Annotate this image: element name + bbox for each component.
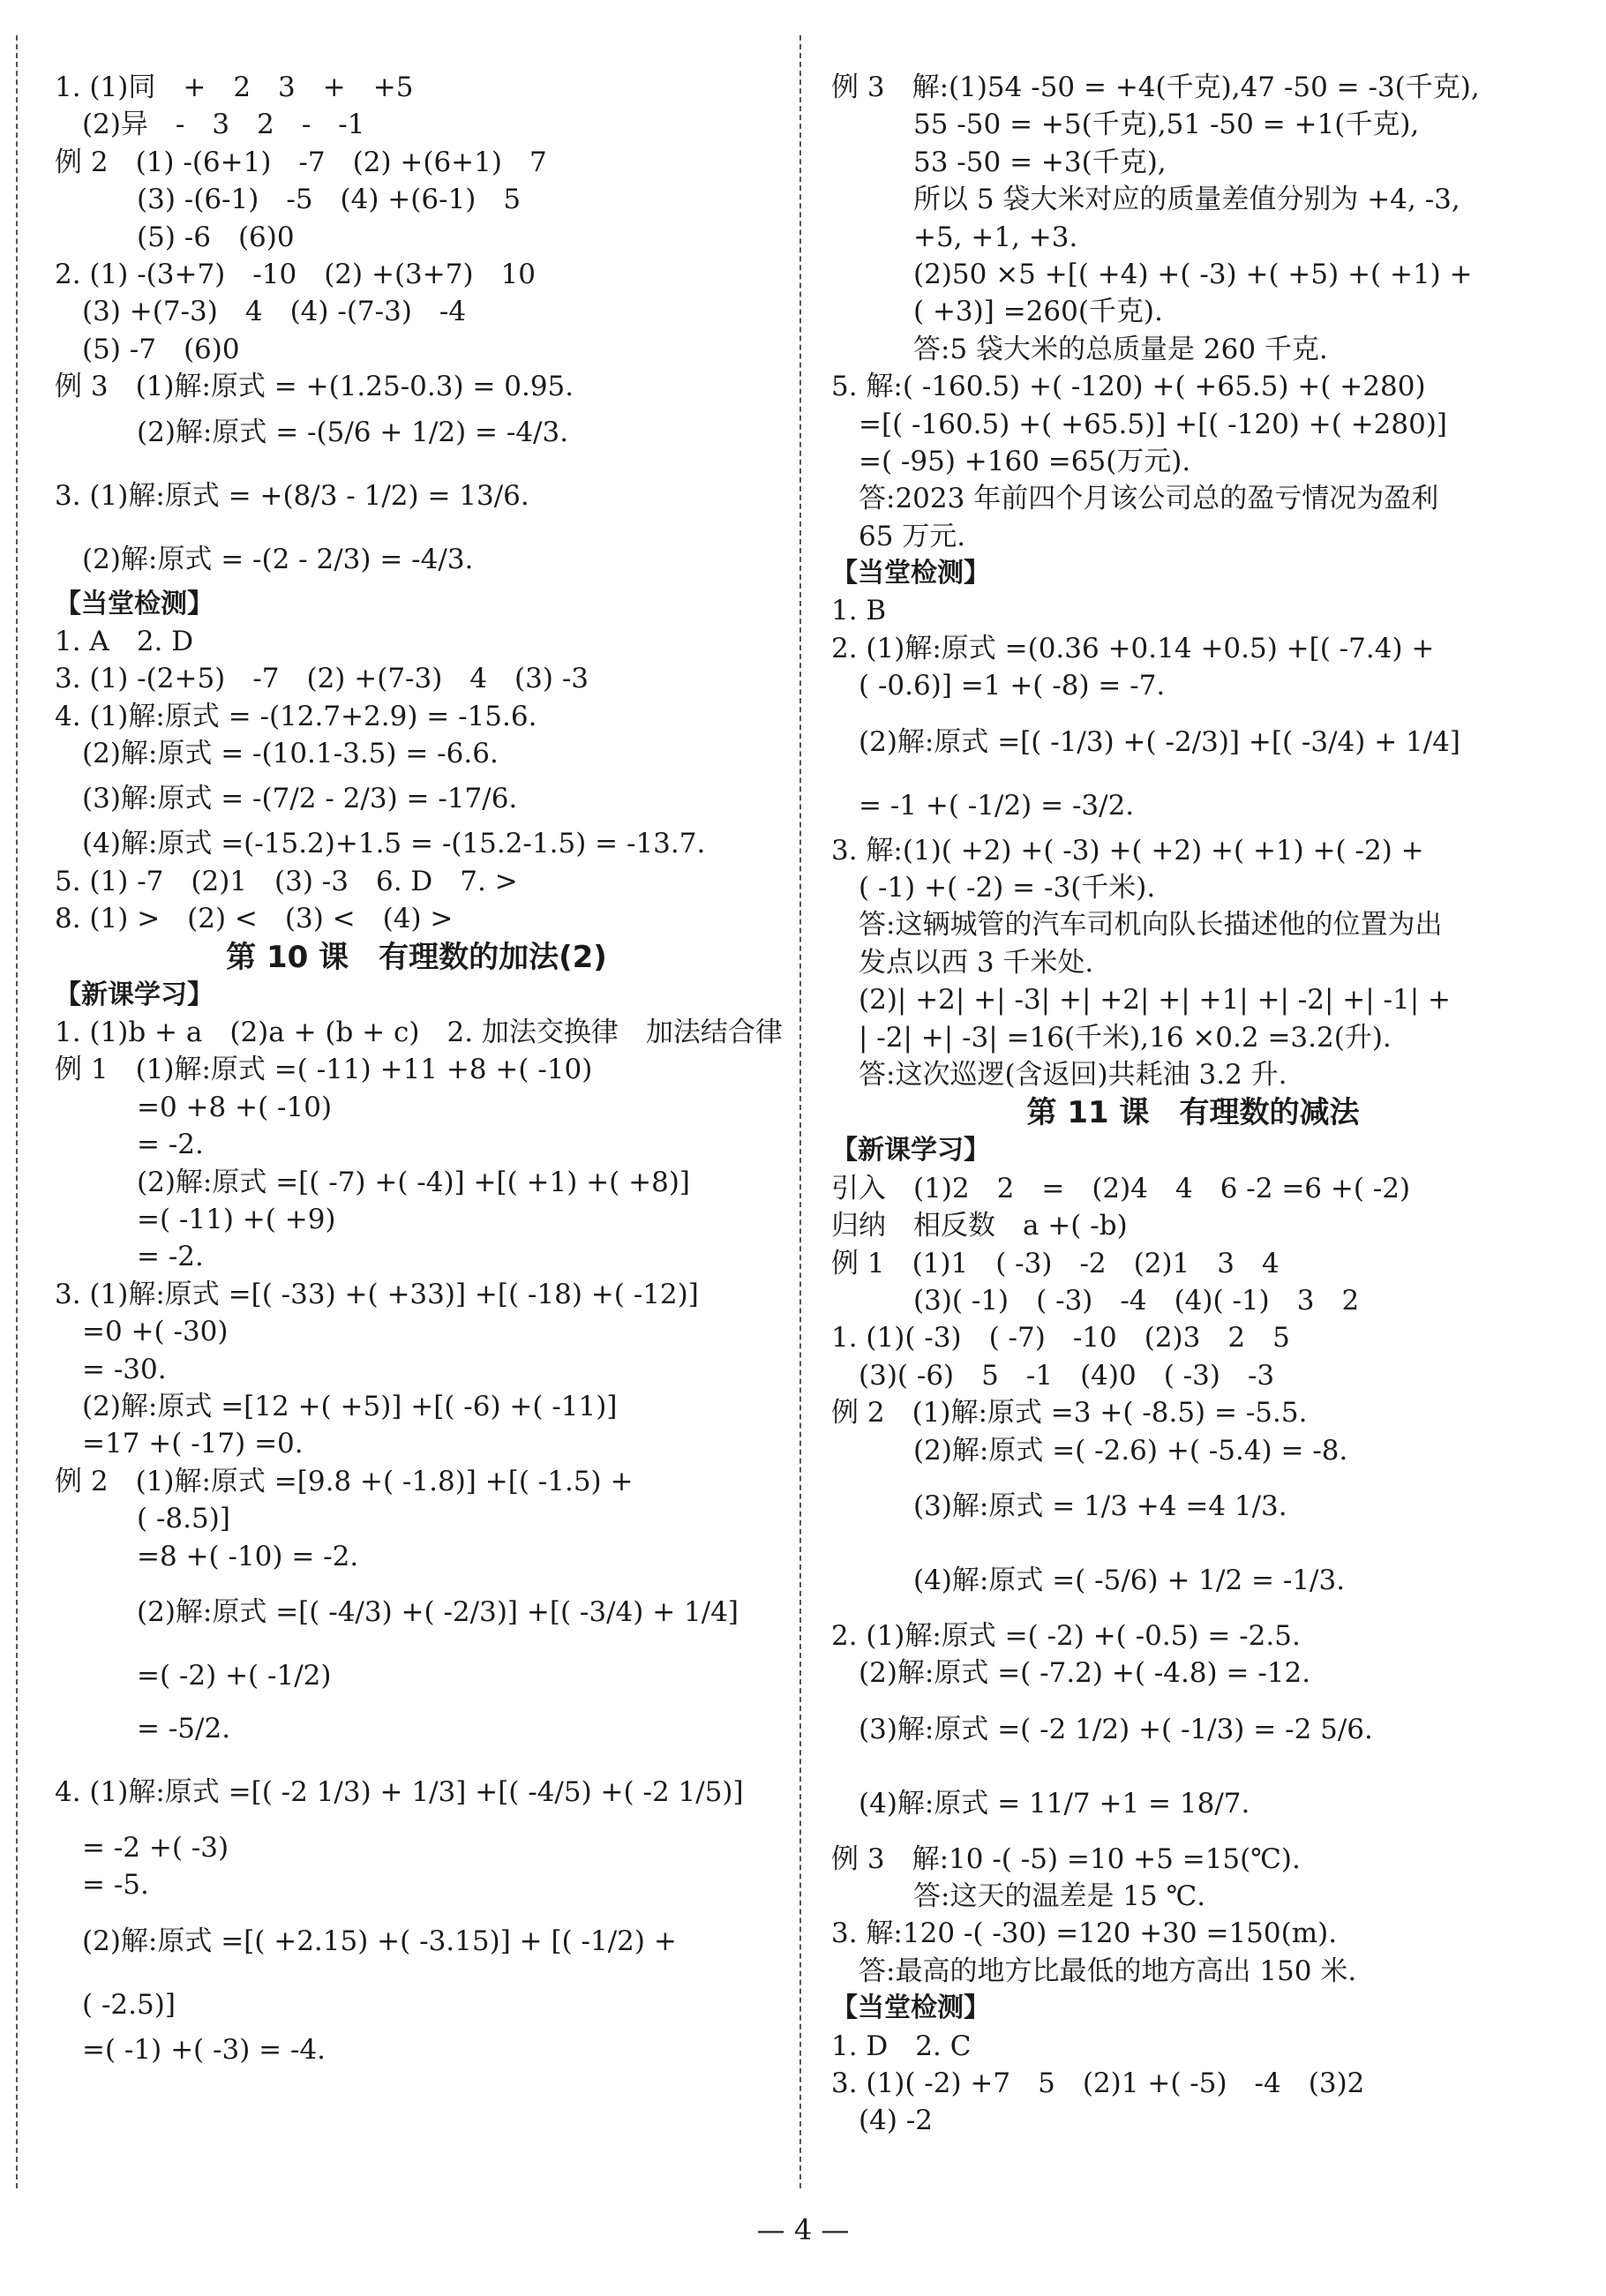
- page-number: — 4 —: [756, 2213, 850, 2247]
- text-line: 8. (1) > (2) < (3) < (4) >: [55, 903, 454, 935]
- section-header: 【当堂检测】: [55, 588, 214, 619]
- text-line: =0 +( -30): [55, 1316, 229, 1348]
- text-line: 所以 5 袋大米对应的质量差值分别为 +4, -3,: [831, 184, 1460, 216]
- text-line: | -2| +| -3| =16(千米),16 ×0.2 =3.2(升).: [831, 1021, 1392, 1054]
- right-column: [831, 69, 1555, 2140]
- text-line: 归纳 相反数 a +( -b): [831, 1210, 1128, 1242]
- text-line: (3)解:原式 = 1/3 +4 =4 1/3.: [831, 1489, 1287, 1522]
- text-line: = -2 +( -3): [55, 1831, 229, 1864]
- text-line: (2)解:原式 =[( +2.15) +( -3.15)] + [( -1/2) +: [55, 1925, 677, 1957]
- text-line: 1. D 2. C: [831, 2030, 972, 2062]
- text-line: (3)( -1) ( -3) -4 (4)( -1) 3 2: [831, 1284, 1360, 1317]
- text-line: (2)解:原式 = -(2 - 2/3) = -4/3.: [55, 543, 474, 575]
- section-header: 【当堂检测】: [831, 1992, 990, 2024]
- text-line: 1. (1)( -3) ( -7) -10 (2)3 2 5: [831, 1322, 1290, 1354]
- text-line: (2)解:原式 =[12 +( +5)] +[( -6) +( -11)]: [55, 1390, 618, 1422]
- text-line: 例 3 解:(1)54 -50 = +4(千克),47 -50 = -3(千克),: [831, 71, 1480, 103]
- column-divider: [799, 35, 801, 2188]
- text-line: ( +3)] =260(千克).: [831, 296, 1163, 328]
- text-line: (2)解:原式 =( -7.2) +( -4.8) = -12.: [831, 1657, 1311, 1690]
- text-line: (4)解:原式 =(-15.2)+1.5 = -(15.2-1.5) = -13.7.: [55, 828, 706, 860]
- section-header: 【新课学习】: [55, 979, 214, 1010]
- text-line: =0 +8 +( -10): [55, 1091, 333, 1123]
- text-line: 1. (1)b + a (2)a + (b + c) 2. 加法交换律 加法结合律: [55, 1017, 783, 1049]
- text-line: 3. 解:120 -( -30) =120 +30 =150(m).: [831, 1917, 1338, 1950]
- text-line: 答:最高的地方比最低的地方高出 150 米.: [831, 1955, 1357, 1987]
- text-line: = -30.: [55, 1353, 167, 1385]
- text-line: 答:5 袋大米的总质量是 260 千克.: [831, 333, 1328, 365]
- text-line: (2)解:原式 =[( -7) +( -4)] +[( +1) +( +8)]: [55, 1166, 691, 1198]
- text-line: 65 万元.: [831, 520, 966, 552]
- text-line: 例 3 (1)解:原式 = +(1.25-0.3) = 0.95.: [55, 371, 574, 403]
- text-line: = -5/2.: [55, 1712, 231, 1745]
- text-line: 答:这次巡逻(含返回)共耗油 3.2 升.: [831, 1058, 1287, 1091]
- text-line: 4. (1)解:原式 =[( -2 1/3) + 1/3] +[( -4/5) +( -2 1/5)]: [55, 1775, 744, 1808]
- text-line: =( -11) +( +9): [55, 1203, 336, 1235]
- text-line: 例 1 (1)解:原式 =( -11) +11 +8 +( -10): [55, 1054, 593, 1086]
- text-line: +5, +1, +3.: [831, 221, 1078, 253]
- text-line: (2)| +2| +| -3| +| +2| +| +1| +| -2| +| -1| +: [831, 984, 1452, 1017]
- section-header: 【新课学习】: [831, 1135, 990, 1167]
- text-line: 3. (1) -(2+5) -7 (2) +(7-3) 4 (3) -3: [55, 663, 589, 695]
- text-line: 引入 (1)2 2 = (2)4 4 6 -2 =6 +( -2): [831, 1172, 1411, 1204]
- lesson-title: 第 10 课 有理数的加法(2): [226, 939, 607, 975]
- text-line: 1. B: [831, 595, 887, 627]
- text-line: ( -0.6)] =1 +( -8) = -7.: [831, 670, 1166, 702]
- text-line: 例 2 (1) -(6+1) -7 (2) +(6+1) 7: [55, 146, 547, 178]
- text-line: (2)异 - 3 2 - -1: [55, 109, 365, 141]
- text-line: 1. (1)同 + 2 3 + +5: [55, 71, 414, 103]
- text-line: (4) -2: [831, 2105, 933, 2137]
- text-line: 2. (1)解:原式 =( -2) +( -0.5) = -2.5.: [831, 1619, 1301, 1652]
- text-line: ( -2.5)]: [55, 1988, 176, 2021]
- text-line: 5. 解:( -160.5) +( -120) +( +65.5) +( +280): [831, 371, 1426, 403]
- text-line: 3. 解:(1)( +2) +( -3) +( +2) +( +1) +( -2) +: [831, 834, 1424, 867]
- lesson-title: 第 11 课 有理数的减法: [1026, 1095, 1360, 1131]
- text-line: 2. (1)解:原式 =(0.36 +0.14 +0.5) +[( -7.4) +: [831, 632, 1435, 664]
- text-line: 例 2 (1)解:原式 =[9.8 +( -1.8)] +[( -1.5) +: [55, 1465, 634, 1497]
- text-line: 5. (1) -7 (2)1 (3) -3 6. D 7. >: [55, 865, 518, 897]
- text-line: =( -95) +160 =65(万元).: [831, 445, 1191, 477]
- text-line: 3. (1)解:原式 =[( -33) +( +33)] +[( -18) +( -12)]: [55, 1278, 699, 1310]
- text-line: 答:这辆城管的汽车司机向队长描述他的位置为出: [831, 909, 1443, 942]
- text-line: (3)( -6) 5 -1 (4)0 ( -3) -3: [831, 1359, 1275, 1392]
- left-margin-rule: [16, 35, 18, 2188]
- text-line: (4)解:原式 =( -5/6) + 1/2 = -1/3.: [831, 1564, 1346, 1596]
- text-line: ( -8.5)]: [55, 1503, 230, 1535]
- text-line: 2. (1) -(3+7) -10 (2) +(3+7) 10: [55, 258, 536, 290]
- text-line: =8 +( -10) = -2.: [55, 1540, 359, 1572]
- text-line: (2)解:原式 =[( -4/3) +( -2/3)] +[( -3/4) + 1/4]: [55, 1595, 739, 1628]
- text-line: (5) -7 (6)0: [55, 333, 240, 365]
- text-line: (2)解:原式 = -(10.1-3.5) = -6.6.: [55, 738, 499, 770]
- text-line: (3)解:原式 =( -2 1/2) +( -1/3) = -2 5/6.: [831, 1713, 1373, 1745]
- text-line: =17 +( -17) =0.: [55, 1428, 304, 1460]
- text-line: (3)解:原式 = -(7/2 - 2/3) = -17/6.: [55, 783, 518, 815]
- text-line: (3) +(7-3) 4 (4) -(7-3) -4: [55, 296, 467, 328]
- text-line: = -2.: [55, 1129, 204, 1161]
- left-column: [55, 69, 783, 2068]
- text-line: 发点以西 3 千米处.: [831, 946, 1094, 979]
- text-line: 答:这天的温差是 15 ℃.: [831, 1880, 1206, 1913]
- text-line: 3. (1)( -2) +7 5 (2)1 +( -5) -4 (3)2: [831, 2067, 1365, 2100]
- text-line: =( -1) +( -3) = -4.: [55, 2033, 326, 2066]
- text-line: =[( -160.5) +( +65.5)] +[( -120) +( +280)]: [831, 408, 1448, 440]
- text-line: 例 2 (1)解:原式 =3 +( -8.5) = -5.5.: [831, 1397, 1308, 1429]
- text-line: = -2.: [55, 1241, 204, 1273]
- text-line: (2)解:原式 = -(5/6 + 1/2) = -4/3.: [55, 416, 569, 448]
- text-line: (2)解:原式 =( -2.6) +( -5.4) = -8.: [831, 1434, 1348, 1467]
- text-line: 例 1 (1)1 ( -3) -2 (2)1 3 4: [831, 1247, 1280, 1279]
- text-line: =( -2) +( -1/2): [55, 1659, 332, 1692]
- section-header: 【当堂检测】: [831, 558, 990, 589]
- text-line: (2)50 ×5 +[( +4) +( -3) +( +5) +( +1) +: [831, 258, 1473, 290]
- text-line: 3. (1)解:原式 = +(8/3 - 1/2) = 13/6.: [55, 479, 529, 512]
- text-line: ( -1) +( -2) = -3(千米).: [831, 872, 1156, 904]
- text-line: 53 -50 = +3(千克),: [831, 146, 1167, 178]
- text-line: 1. A 2. D: [55, 625, 194, 657]
- text-line: 55 -50 = +5(千克),51 -50 = +1(千克),: [831, 109, 1420, 141]
- text-line: 例 3 解:10 -( -5) =10 +5 =15(℃).: [831, 1842, 1301, 1875]
- text-line: 答:2023 年前四个月该公司总的盈亏情况为盈利: [831, 483, 1439, 515]
- text-line: (2)解:原式 =[( -1/3) +( -2/3)] +[( -3/4) + 1/4]: [831, 725, 1461, 758]
- text-line: 4. (1)解:原式 = -(12.7+2.9) = -15.6.: [55, 700, 537, 732]
- text-line: = -5.: [55, 1869, 149, 1902]
- text-line: = -1 +( -1/2) = -3/2.: [831, 789, 1135, 822]
- text-line: (4)解:原式 = 11/7 +1 = 18/7.: [831, 1787, 1250, 1820]
- text-line: (3) -(6-1) -5 (4) +(6-1) 5: [55, 184, 522, 216]
- text-line: (5) -6 (6)0: [55, 221, 295, 253]
